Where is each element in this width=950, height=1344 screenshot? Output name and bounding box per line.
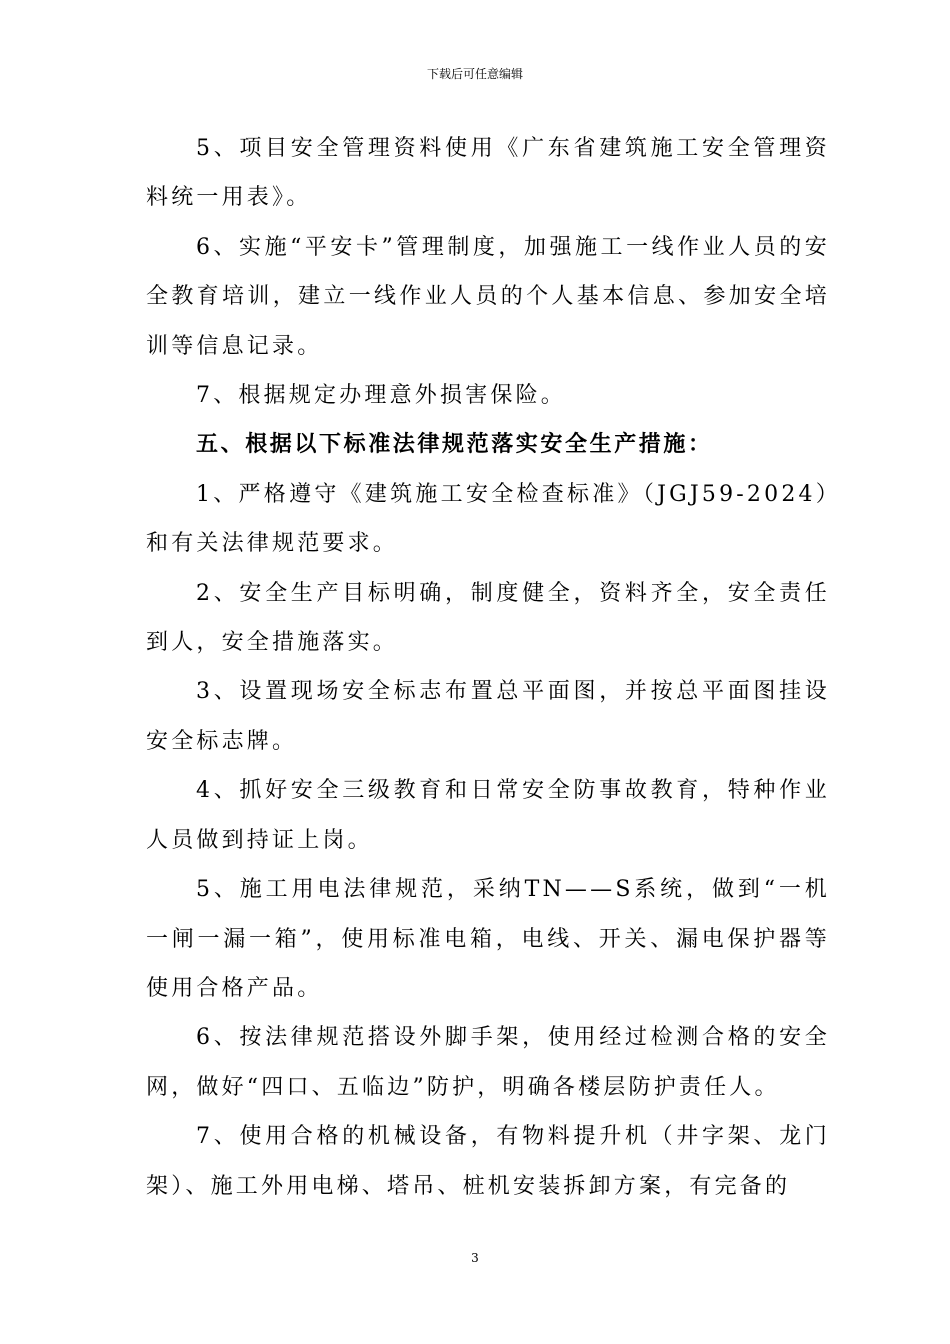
paragraph-item-5-materials: 5、项目安全管理资料使用《广东省建筑施工安全管理资料统一用表》。 [146, 136, 830, 211]
paragraph-item-7-insurance: 7、根据规定办理意外损害保险。 [196, 383, 566, 409]
section-heading-five: 五、根据以下标准法律规范落实安全生产措施： [196, 432, 713, 458]
paragraph-item-4-education: 4、抓好安全三级教育和日常安全防事故教育，特种作业人员做到持证上岗。 [146, 778, 830, 853]
paragraph-item-3-signage: 3、设置现场安全标志布置总平面图，并按总平面图挂设安全标志牌。 [146, 679, 830, 754]
paragraph-item-6-scaffolding: 6、按法律规范搭设外脚手架，使用经过检测合格的安全网，做好“四口、五临边”防护，明确各楼层防护责任人。 [146, 1025, 830, 1100]
paragraph-item-2-targets: 2、安全生产目标明确，制度健全，资料齐全，安全责任到人，安全措施落实。 [146, 580, 830, 656]
page-header: 下载后可任意编辑 [426, 67, 523, 81]
paragraph-item-5-electricity: 5、施工用电法律规范，采纳TN——S系统，做到“一机一闸一漏一箱”，使用标准电箱，电线、开关、漏电保护器等使用合格产品。 [146, 877, 830, 1001]
document-body [146, 124, 830, 1211]
paragraph-item-1-standards: 1、严格遵守《建筑施工安全检查标准》（JGJ59-2024）和有关法律规范要求。 [146, 481, 830, 557]
paragraph-item-6-safety-card: 6、实施“平安卡”管理制度，加强施工一线作业人员的安全教育培训，建立一线作业人员的个人基本信息、参加安全培训等信息记录。 [146, 234, 830, 359]
paragraph-item-7-machinery: 7、使用合格的机械设备，有物料提升机（井字架、龙门架）、施工外用电梯、塔吊、桩机安装拆卸方案，有完备的 [146, 1124, 830, 1199]
page-number: 3 [471, 1251, 479, 1265]
